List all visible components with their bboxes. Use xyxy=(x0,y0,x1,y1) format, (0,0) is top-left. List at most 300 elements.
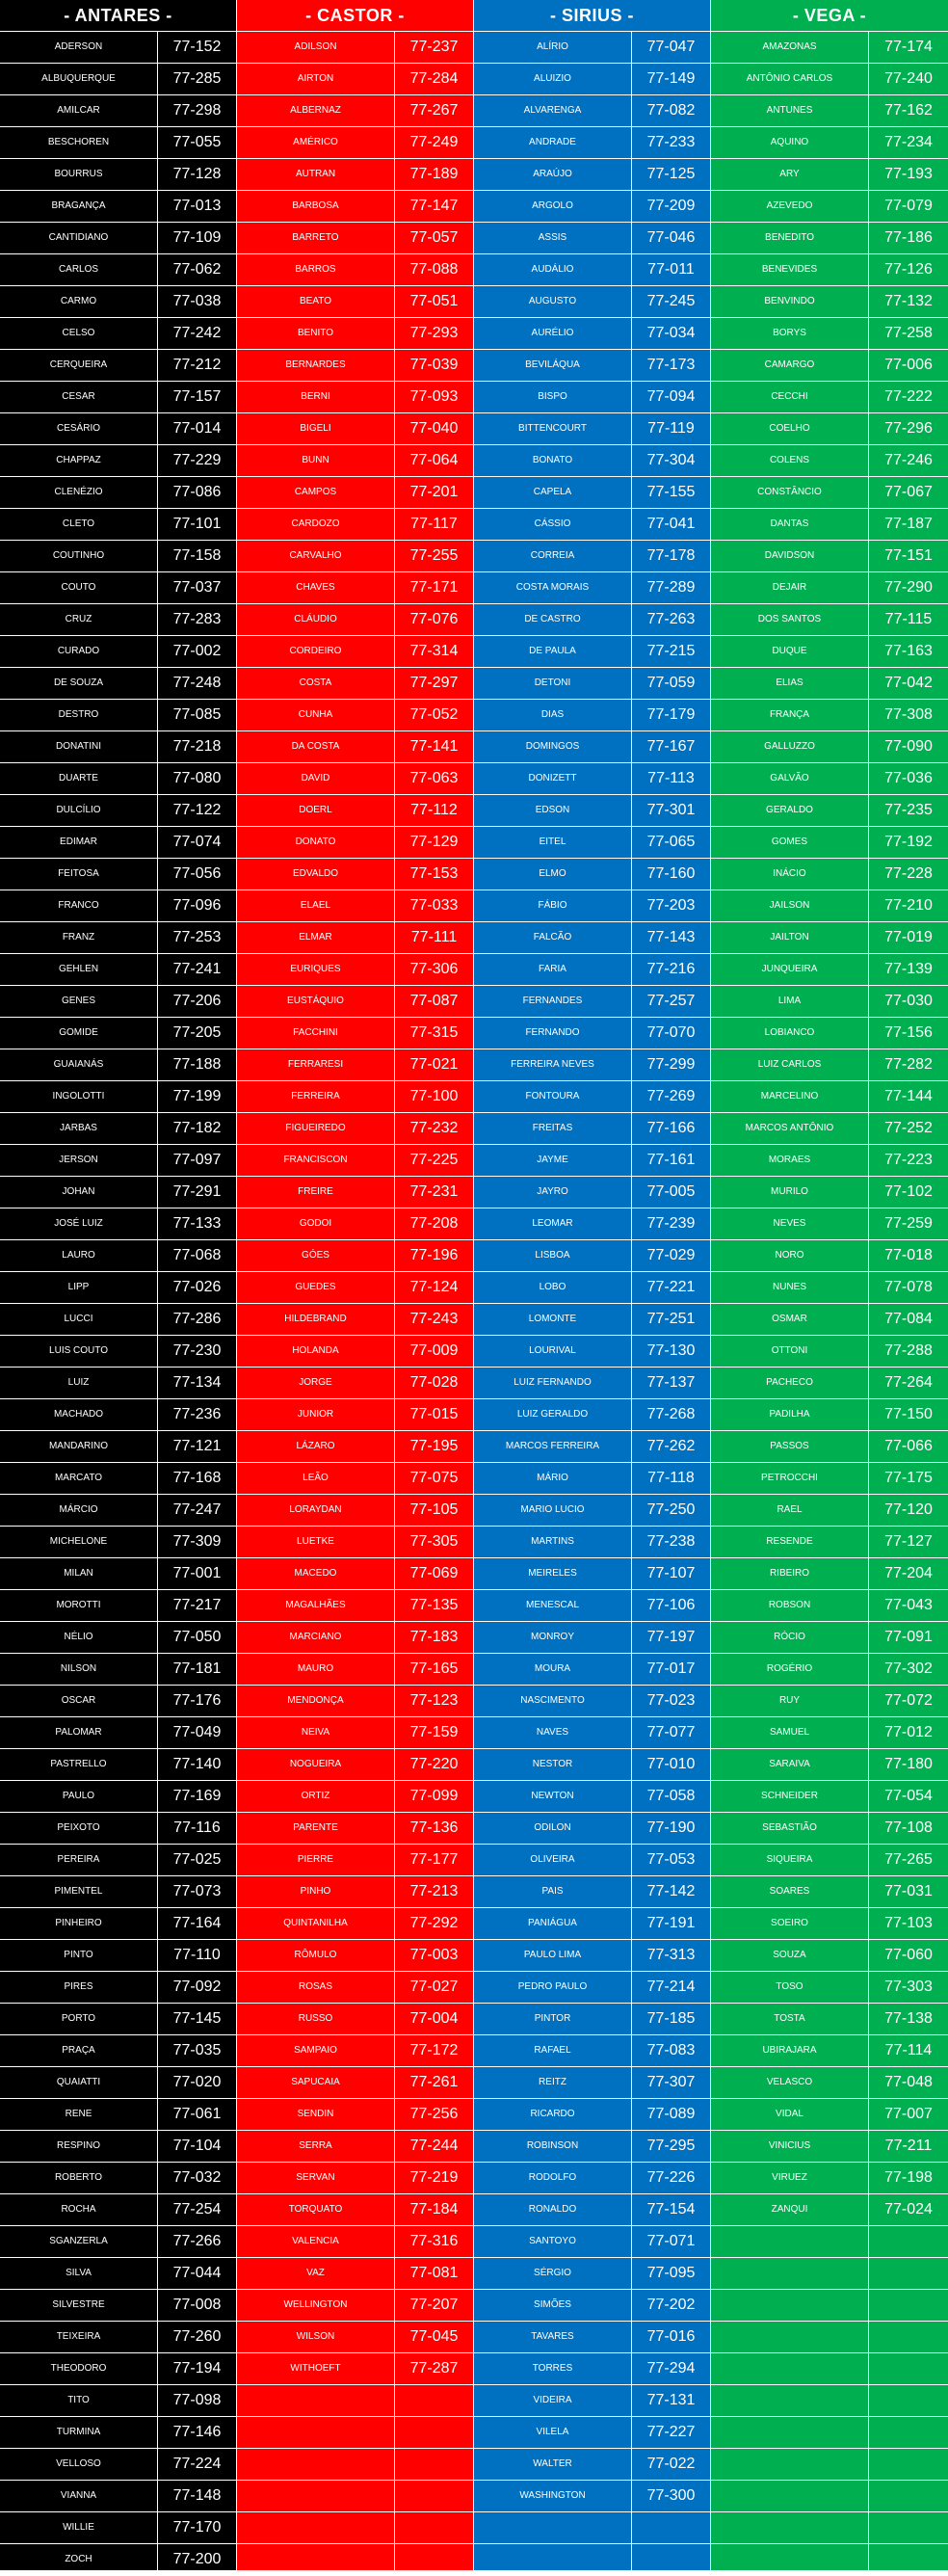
table-row xyxy=(237,1590,473,1622)
member-name: CARDOZO xyxy=(237,509,395,540)
member-code: 77-053 xyxy=(646,1851,696,1868)
member-code: 77-229 xyxy=(172,452,222,468)
member-name: RÔMULO xyxy=(237,1940,395,1971)
member-code: 77-047 xyxy=(646,39,696,55)
table-row xyxy=(237,1876,473,1908)
member-name: LAURO xyxy=(0,1240,158,1271)
table-row xyxy=(711,890,948,922)
member-code: 77-051 xyxy=(409,293,459,309)
member-code: 77-301 xyxy=(646,802,696,818)
table-row xyxy=(0,922,236,954)
member-name: ELIAS xyxy=(711,668,869,699)
member-code: 77-175 xyxy=(884,1470,933,1486)
member-code: 77-209 xyxy=(646,198,696,214)
member-code: 77-201 xyxy=(409,484,459,500)
member-name: FARIA xyxy=(474,954,632,985)
member-code: 77-029 xyxy=(646,1247,696,1263)
member-code: 77-253 xyxy=(172,929,222,945)
member-name: LUIZ GERALDO xyxy=(474,1399,632,1430)
table-row xyxy=(711,1208,948,1240)
table-row xyxy=(0,1717,236,1749)
member-code: 77-228 xyxy=(884,865,933,882)
member-code: 77-260 xyxy=(172,2328,222,2345)
member-code: 77-083 xyxy=(646,2042,696,2058)
member-code: 77-290 xyxy=(884,579,933,596)
table-row xyxy=(237,1463,473,1495)
member-code: 77-061 xyxy=(172,2106,222,2122)
table-row xyxy=(474,1399,710,1431)
table-row xyxy=(711,1590,948,1622)
member-code: 77-062 xyxy=(172,261,222,278)
table-row xyxy=(237,1240,473,1272)
table-row xyxy=(711,541,948,572)
member-name: BITTENCOURT xyxy=(474,413,632,444)
member-code xyxy=(632,2544,710,2575)
member-code: 77-191 xyxy=(646,1915,696,1931)
member-name: SILVESTRE xyxy=(0,2290,158,2321)
member-name: AMÉRICO xyxy=(237,127,395,158)
member-name: RESPINO xyxy=(0,2131,158,2162)
table-row xyxy=(474,1972,710,2004)
member-code: 77-174 xyxy=(884,39,933,55)
table-row xyxy=(711,64,948,95)
group-rows-antares xyxy=(0,32,236,2576)
member-name: AIRTON xyxy=(237,64,395,94)
table-row xyxy=(711,1145,948,1177)
member-name: CANTIDIANO xyxy=(0,223,158,253)
member-code: 77-314 xyxy=(409,643,459,659)
table-row xyxy=(237,1813,473,1845)
member-name: CERQUEIRA xyxy=(0,350,158,381)
table-row xyxy=(237,1145,473,1177)
member-code: 77-303 xyxy=(884,1978,933,1995)
member-name: VIDEIRA xyxy=(474,2385,632,2416)
table-row xyxy=(711,859,948,890)
member-name: ANTÔNIO CARLOS xyxy=(711,64,869,94)
group-header-vega: - VEGA - xyxy=(711,0,948,32)
table-row xyxy=(711,95,948,127)
table-row xyxy=(474,1749,710,1781)
member-name: QUAIATTI xyxy=(0,2067,158,2098)
member-name: TORQUATO xyxy=(237,2194,395,2225)
table-row xyxy=(0,1049,236,1081)
member-name: RAFAEL xyxy=(474,2035,632,2066)
member-code: 77-140 xyxy=(172,1756,222,1772)
member-code: 77-086 xyxy=(172,484,222,500)
table-row xyxy=(711,763,948,795)
table-row xyxy=(0,2067,236,2099)
member-code: 77-091 xyxy=(884,1629,933,1645)
member-name xyxy=(474,2544,632,2575)
member-code: 77-178 xyxy=(646,547,696,564)
table-row xyxy=(0,477,236,509)
member-name: RÓCIO xyxy=(711,1622,869,1653)
member-code: 77-255 xyxy=(409,547,459,564)
table-row xyxy=(237,859,473,890)
member-name: EDSON xyxy=(474,795,632,826)
table-row xyxy=(0,1208,236,1240)
member-code: 77-223 xyxy=(884,1152,933,1168)
table-row xyxy=(474,382,710,413)
member-name: RODOLFO xyxy=(474,2163,632,2193)
table-row xyxy=(0,795,236,827)
member-code: 77-196 xyxy=(409,1247,459,1263)
table-row xyxy=(474,477,710,509)
member-code: 77-173 xyxy=(646,357,696,373)
table-row xyxy=(474,2353,710,2385)
member-code: 77-067 xyxy=(884,484,933,500)
member-name: VELASCO xyxy=(711,2067,869,2098)
member-code: 77-185 xyxy=(646,2010,696,2027)
empty-row xyxy=(711,2417,948,2449)
member-name: ALÍRIO xyxy=(474,32,632,63)
table-row xyxy=(0,1495,236,1527)
member-name: WILLIE xyxy=(0,2512,158,2543)
member-code: 77-195 xyxy=(409,1438,459,1454)
member-name: JARBAS xyxy=(0,1113,158,1144)
table-row xyxy=(474,2322,710,2353)
member-code: 77-214 xyxy=(646,1978,696,1995)
member-code: 77-094 xyxy=(646,388,696,405)
member-name: MILAN xyxy=(0,1558,158,1589)
table-row xyxy=(237,64,473,95)
table-row xyxy=(711,318,948,350)
member-name: CONSTÂNCIO xyxy=(711,477,869,508)
member-code: 77-028 xyxy=(409,1374,459,1391)
member-name: TOSTA xyxy=(711,2004,869,2034)
member-code: 77-226 xyxy=(646,2169,696,2186)
group-column-vega xyxy=(711,0,948,2570)
member-code: 77-073 xyxy=(172,1883,222,1899)
member-code: 77-001 xyxy=(172,1565,222,1581)
member-code: 77-188 xyxy=(172,1056,222,1073)
member-code xyxy=(632,2512,710,2543)
member-code: 77-252 xyxy=(884,1120,933,1136)
member-name: BUNN xyxy=(237,445,395,476)
table-row xyxy=(711,2163,948,2194)
member-code: 77-268 xyxy=(646,1406,696,1422)
member-code: 77-143 xyxy=(646,929,696,945)
member-code: 77-135 xyxy=(409,1597,459,1613)
member-name: MONROY xyxy=(474,1622,632,1653)
member-code: 77-165 xyxy=(409,1660,459,1677)
table-row xyxy=(237,2290,473,2322)
table-row xyxy=(237,1686,473,1717)
member-code: 77-092 xyxy=(172,1978,222,1995)
member-code: 77-156 xyxy=(884,1024,933,1041)
table-row xyxy=(474,1240,710,1272)
member-code: 77-035 xyxy=(172,2042,222,2058)
member-name: PAULO xyxy=(0,1781,158,1812)
member-name: ALBERNAZ xyxy=(237,95,395,126)
member-name xyxy=(237,2417,395,2448)
table-row xyxy=(237,668,473,700)
member-code: 77-044 xyxy=(172,2265,222,2281)
table-row xyxy=(474,731,710,763)
table-row xyxy=(0,1686,236,1717)
member-name: FRANCISCON xyxy=(237,1145,395,1176)
table-row xyxy=(0,541,236,572)
table-row xyxy=(0,286,236,318)
member-name: BERNI xyxy=(237,382,395,412)
member-name: GEHLEN xyxy=(0,954,158,985)
member-name: PASTRELLO xyxy=(0,1749,158,1780)
member-name: FALCÃO xyxy=(474,922,632,953)
member-name: BISPO xyxy=(474,382,632,412)
table-row xyxy=(711,1463,948,1495)
member-name: NOGUEIRA xyxy=(237,1749,395,1780)
table-row xyxy=(474,64,710,95)
table-row xyxy=(474,1208,710,1240)
table-row xyxy=(711,1240,948,1272)
member-code: 77-050 xyxy=(172,1629,222,1645)
table-row xyxy=(237,127,473,159)
member-name: MEIRELES xyxy=(474,1558,632,1589)
member-name: OLIVEIRA xyxy=(474,1845,632,1875)
table-row xyxy=(237,445,473,477)
table-row xyxy=(474,1081,710,1113)
member-name: MÁRIO xyxy=(474,1463,632,1494)
member-name: SIQUEIRA xyxy=(711,1845,869,1875)
member-code: 77-199 xyxy=(172,1088,222,1104)
member-name: JAYME xyxy=(474,1145,632,1176)
member-name: ODILON xyxy=(474,1813,632,1844)
member-code xyxy=(395,2449,473,2480)
member-code: 77-031 xyxy=(884,1883,933,1899)
member-code: 77-110 xyxy=(173,1947,221,1963)
member-code: 77-004 xyxy=(409,2010,459,2027)
member-code: 77-030 xyxy=(884,993,933,1009)
member-code: 77-013 xyxy=(172,198,222,214)
member-name: DONATINI xyxy=(0,731,158,762)
empty-row xyxy=(711,2481,948,2512)
member-code: 77-238 xyxy=(646,1533,696,1550)
table-row xyxy=(0,2290,236,2322)
table-row xyxy=(474,286,710,318)
member-name: BARBOSA xyxy=(237,191,395,222)
member-name: PACHECO xyxy=(711,1368,869,1398)
member-code: 77-299 xyxy=(646,1056,696,1073)
member-name: TORRES xyxy=(474,2353,632,2384)
table-row xyxy=(0,191,236,223)
table-row xyxy=(474,541,710,572)
member-code: 77-022 xyxy=(646,2456,696,2472)
member-name: COLENS xyxy=(711,445,869,476)
member-code: 77-093 xyxy=(409,388,459,405)
table-row xyxy=(711,1654,948,1686)
table-row xyxy=(237,2163,473,2194)
table-row xyxy=(474,1272,710,1304)
table-row xyxy=(237,2194,473,2226)
empty-row xyxy=(711,2512,948,2544)
member-code: 77-308 xyxy=(884,706,933,723)
member-name: SÉRGIO xyxy=(474,2258,632,2289)
table-row xyxy=(237,1177,473,1208)
member-name: ROBINSON xyxy=(474,2131,632,2162)
table-row xyxy=(474,1177,710,1208)
table-row xyxy=(474,604,710,636)
group-rows-vega xyxy=(711,32,948,2576)
member-name: SAMPAIO xyxy=(237,2035,395,2066)
member-name: RAEL xyxy=(711,1495,869,1526)
member-code: 77-058 xyxy=(646,1788,696,1804)
member-code: 77-003 xyxy=(409,1947,459,1963)
table-row xyxy=(0,1590,236,1622)
member-code: 77-056 xyxy=(172,865,222,882)
member-name: DE PAULA xyxy=(474,636,632,667)
member-code: 77-219 xyxy=(409,2169,459,2186)
member-name: CECCHI xyxy=(711,382,869,412)
member-code: 77-189 xyxy=(409,166,459,182)
member-code: 77-298 xyxy=(172,102,222,119)
member-name: MACHADO xyxy=(0,1399,158,1430)
table-row xyxy=(711,2099,948,2131)
member-code: 77-072 xyxy=(884,1692,933,1709)
table-row xyxy=(237,1654,473,1686)
member-name: DONIZETT xyxy=(474,763,632,794)
table-row xyxy=(0,1336,236,1368)
member-code: 77-118 xyxy=(647,1470,695,1486)
table-row xyxy=(237,382,473,413)
member-name xyxy=(711,2544,869,2575)
table-row xyxy=(711,127,948,159)
member-code: 77-012 xyxy=(884,1724,933,1740)
member-name: TEIXEIRA xyxy=(0,2322,158,2352)
member-name: LUIS COUTO xyxy=(0,1336,158,1367)
table-row xyxy=(711,1558,948,1590)
member-code: 77-216 xyxy=(646,961,696,977)
table-row xyxy=(711,668,948,700)
member-name: CRUZ xyxy=(0,604,158,635)
member-code: 77-059 xyxy=(646,675,696,691)
table-row xyxy=(474,1018,710,1049)
table-row xyxy=(711,572,948,604)
member-code: 77-098 xyxy=(172,2392,222,2408)
table-row xyxy=(474,1049,710,1081)
member-name: JUNQUEIRA xyxy=(711,954,869,985)
member-code: 77-164 xyxy=(172,1915,222,1931)
member-code: 77-210 xyxy=(884,897,933,914)
table-row xyxy=(0,2131,236,2163)
member-name: EDIMAR xyxy=(0,827,158,858)
member-code: 77-057 xyxy=(409,229,459,246)
group-column-castor xyxy=(237,0,474,2570)
member-name: VILELA xyxy=(474,2417,632,2448)
empty-row xyxy=(711,2322,948,2353)
table-row xyxy=(0,890,236,922)
table-row xyxy=(474,2194,710,2226)
table-row xyxy=(0,2258,236,2290)
member-code: 77-187 xyxy=(884,516,933,532)
member-name: FREITAS xyxy=(474,1113,632,1144)
member-code: 77-074 xyxy=(172,834,222,850)
member-name: MENESCAL xyxy=(474,1590,632,1621)
member-code: 77-242 xyxy=(172,325,222,341)
member-name: VIANNA xyxy=(0,2481,158,2511)
member-name: MARCATO xyxy=(0,1463,158,1494)
table-row xyxy=(474,2481,710,2512)
table-row xyxy=(474,1590,710,1622)
member-name: MÁRCIO xyxy=(0,1495,158,1526)
table-row xyxy=(474,509,710,541)
member-code: 77-205 xyxy=(172,1024,222,1041)
member-name: PEREIRA xyxy=(0,1845,158,1875)
member-code: 77-240 xyxy=(884,70,933,87)
table-row xyxy=(711,700,948,731)
member-name xyxy=(711,2226,869,2257)
table-row xyxy=(474,1654,710,1686)
empty-row xyxy=(237,2385,473,2417)
member-name: SAPUCAIA xyxy=(237,2067,395,2098)
member-code: 77-034 xyxy=(646,325,696,341)
member-name: WITHOEFT xyxy=(237,2353,395,2384)
member-name: BEATO xyxy=(237,286,395,317)
member-code xyxy=(869,2385,948,2416)
member-name: EUSTÁQUIO xyxy=(237,986,395,1017)
table-row xyxy=(0,1622,236,1654)
member-name: SERVAN xyxy=(237,2163,395,2193)
member-code: 77-200 xyxy=(172,2551,222,2567)
table-row xyxy=(0,636,236,668)
member-name: COUTINHO xyxy=(0,541,158,571)
member-code xyxy=(869,2353,948,2384)
member-name: JAILSON xyxy=(711,890,869,921)
member-name: DULCÍLIO xyxy=(0,795,158,826)
member-code: 77-197 xyxy=(646,1629,696,1645)
member-name: LOBO xyxy=(474,1272,632,1303)
table-row xyxy=(474,1336,710,1368)
table-row xyxy=(0,2099,236,2131)
member-name: NASCIMENTO xyxy=(474,1686,632,1716)
table-row xyxy=(0,2481,236,2512)
table-row xyxy=(237,350,473,382)
table-row xyxy=(711,159,948,191)
table-row xyxy=(711,1781,948,1813)
table-row xyxy=(0,350,236,382)
table-row xyxy=(237,636,473,668)
member-code: 77-154 xyxy=(646,2201,696,2217)
member-name: FEITOSA xyxy=(0,859,158,890)
member-name: MOURA xyxy=(474,1654,632,1685)
member-name: TITO xyxy=(0,2385,158,2416)
member-code: 77-170 xyxy=(172,2519,222,2536)
member-name xyxy=(711,2449,869,2480)
member-code: 77-207 xyxy=(409,2297,459,2313)
member-name: BESCHOREN xyxy=(0,127,158,158)
member-code: 77-295 xyxy=(646,2138,696,2154)
member-code xyxy=(869,2258,948,2289)
member-name: PADILHA xyxy=(711,1399,869,1430)
member-code: 77-218 xyxy=(172,738,222,755)
member-code: 77-124 xyxy=(409,1279,459,1295)
member-code: 77-179 xyxy=(646,706,696,723)
empty-row xyxy=(711,2385,948,2417)
table-row xyxy=(711,2194,948,2226)
member-name: DOERL xyxy=(237,795,395,826)
member-code: 77-211 xyxy=(884,2138,933,2154)
member-code: 77-204 xyxy=(884,1565,933,1581)
table-row xyxy=(711,827,948,859)
table-row xyxy=(474,572,710,604)
table-row xyxy=(474,2004,710,2035)
table-row xyxy=(711,986,948,1018)
member-code: 77-261 xyxy=(409,2074,459,2090)
member-name: DOMINGOS xyxy=(474,731,632,762)
member-code: 77-032 xyxy=(172,2169,222,2186)
member-code: 77-145 xyxy=(172,2010,222,2027)
table-row xyxy=(0,1558,236,1590)
member-name: CLÁUDIO xyxy=(237,604,395,635)
